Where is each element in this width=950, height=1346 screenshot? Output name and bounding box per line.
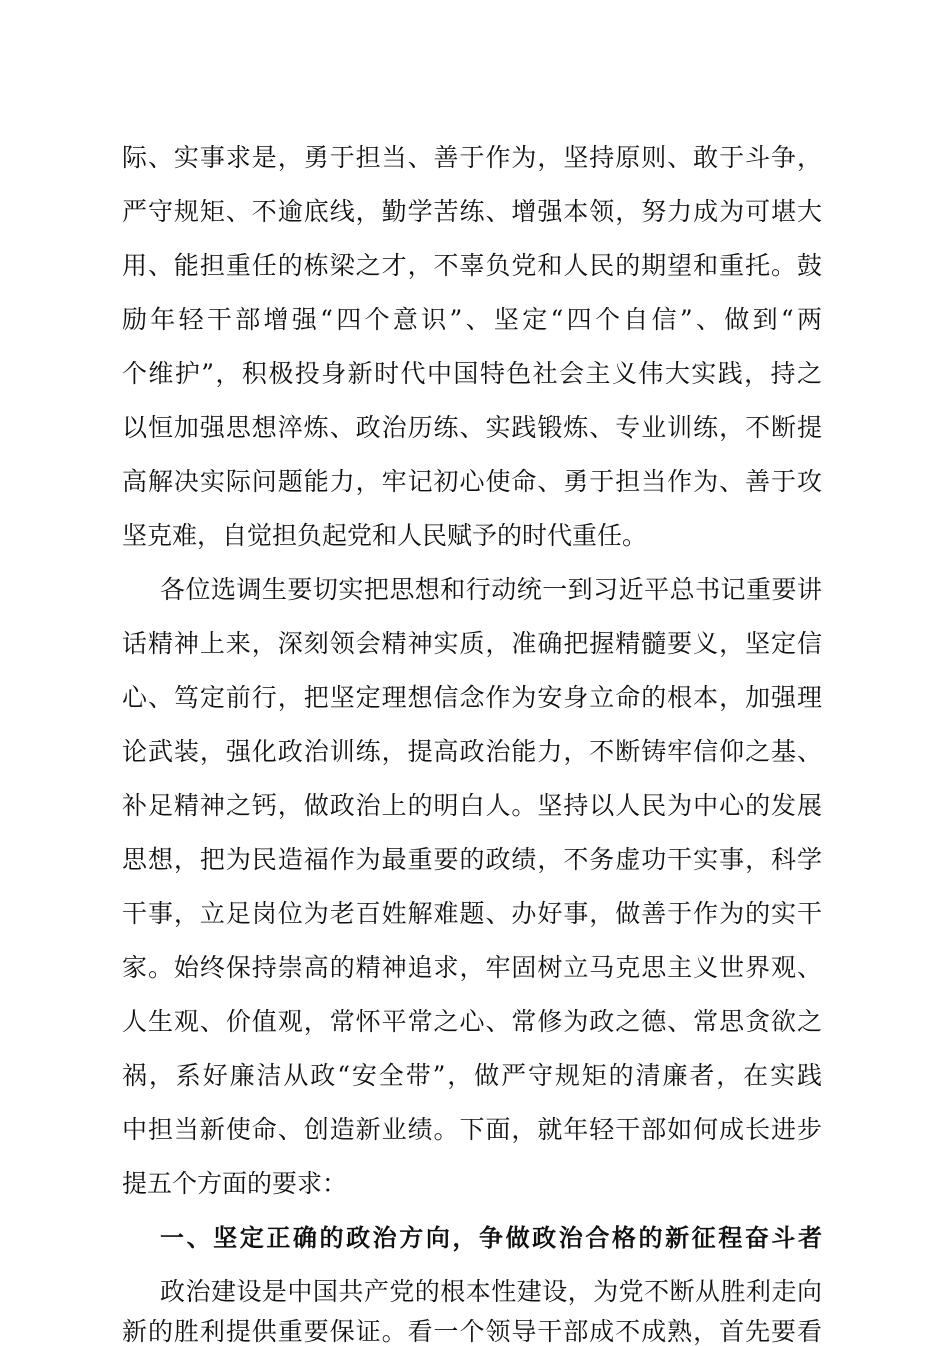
paragraph2-line-8: 家。始终保持崇高的精神追求，牢固树立马克思主义世界观、 (122, 953, 822, 982)
section1-heading: 一、坚定正确的政治方向，争做政治合格的新征程奋斗者 (160, 1224, 822, 1252)
paragraph1-line-6: 以恒加强思想淬炼、政治历练、实践锻炼、专业训练，不断提 (122, 413, 822, 442)
paragraph2-line-2: 话精神上来，深刻领会精神实质，准确把握精髓要义，坚定信 (122, 629, 822, 658)
paragraph1-line-7: 高解决实际问题能力，牢记初心使命、勇于担当作为、善于攻 (122, 467, 822, 496)
paragraph1-line-3: 用、能担重任的栋梁之才，不辜负党和人民的期望和重托。鼓 (122, 251, 822, 280)
paragraph2-line-9: 人生观、价值观，常怀平常之心、常修为政之德、常思贪欲之 (122, 1007, 822, 1036)
paragraph1-line-5: 个维护”，积极投身新时代中国特色社会主义伟大实践，持之 (122, 359, 822, 388)
paragraph2-line-6: 思想，把为民造福作为最重要的政绩，不务虚功干实事，科学 (122, 845, 822, 874)
paragraph2-line-5: 补足精神之钙，做政治上的明白人。坚持以人民为中心的发展 (122, 791, 822, 820)
paragraph2-line-1: 各位选调生要切实把思想和行动统一到习近平总书记重要讲 (160, 575, 822, 604)
section1-line-2: 新的胜利提供重要保证。看一个领导干部成不成熟，首先要看 (122, 1317, 822, 1346)
paragraph1-line-8: 坚克难，自觉担负起党和人民赋予的时代重任。 (122, 521, 648, 550)
paragraph2-line-3: 心、笃定前行，把坚定理想信念作为安身立命的根本，加强理 (122, 683, 822, 712)
paragraph2-line-7: 干事，立足岗位为老百姓解难题、办好事，做善于作为的实干 (122, 899, 822, 928)
paragraph2-line-11: 中担当新使命、创造新业绩。下面，就年轻干部如何成长进步 (122, 1115, 822, 1144)
paragraph1-line-1: 际、实事求是，勇于担当、善于作为，坚持原则、敢于斗争， (122, 143, 822, 172)
paragraph2-line-12: 提五个方面的要求： (122, 1169, 348, 1198)
paragraph2-line-10: 祸，系好廉洁从政“安全带”，做严守规矩的清廉者，在实践 (122, 1061, 822, 1090)
paragraph1-line-2: 严守规矩、不逾底线，勤学苦练、增强本领，努力成为可堪大 (122, 197, 822, 226)
section1-line-1: 政治建设是中国共产党的根本性建设，为党不断从胜利走向 (160, 1277, 822, 1306)
paragraph2-line-4: 论武装，强化政治训练，提高政治能力，不断铸牢信仰之基、 (122, 737, 822, 766)
paragraph1-line-4: 励年轻干部增强“四个意识”、坚定“四个自信”、做到“两 (122, 305, 822, 334)
